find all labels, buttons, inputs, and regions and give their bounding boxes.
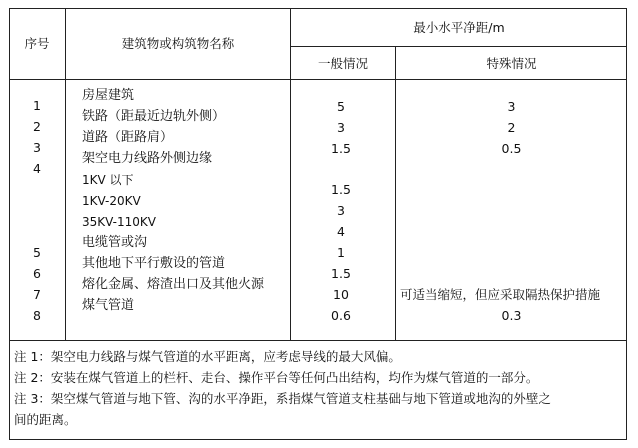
seq-cell: 7	[33, 287, 41, 302]
name-cell: 熔化金属、熔渣出口及其他火源	[82, 277, 265, 292]
col-divider-general	[395, 46, 396, 341]
seq-cell: 1	[33, 98, 41, 113]
name-cell: 其他地下平行敷设的管道	[82, 256, 226, 271]
header-bottom-line	[9, 79, 627, 80]
notes-top-line	[9, 340, 627, 341]
general-cell: 5	[337, 99, 345, 114]
name-cell: 1KV-20KV	[82, 194, 141, 208]
general-cell: 1.5	[331, 141, 351, 156]
general-cell: 1.5	[331, 182, 351, 197]
special-cell: 2	[507, 120, 516, 135]
header-sub-divider	[290, 46, 627, 47]
seq-cell: 5	[33, 245, 41, 260]
general-cell: 3	[337, 203, 345, 218]
general-cell: 4	[337, 224, 345, 239]
seq-cell: 3	[33, 140, 41, 155]
name-cell: 35KV-110KV	[82, 215, 156, 229]
general-cell: 0.6	[331, 308, 351, 323]
header-min-distance: 最小水平净距/m	[413, 20, 505, 35]
note-line: 注 3：架空煤气管道与地下管、沟的水平净距，系指煤气管道支柱基础与地下管道或地沟的外壁之	[14, 391, 551, 406]
seq-cell: 4	[33, 161, 41, 176]
name-cell: 铁路（距最近边轨外侧）	[82, 109, 226, 124]
note-line: 间的距离。	[14, 412, 77, 427]
note-line: 注 1：架空电力线路与煤气管道的水平距离，应考虑导线的最大风偏。	[14, 349, 401, 364]
header-name: 建筑物或构筑物名称	[121, 36, 235, 51]
name-cell: 房屋建筑	[82, 88, 135, 103]
special-cell: 0.5	[501, 141, 522, 156]
special-cell: 3	[507, 99, 516, 114]
general-cell: 3	[337, 120, 345, 135]
name-cell: 煤气管道	[82, 298, 135, 313]
name-cell: 1KV 以下	[82, 173, 134, 187]
name-cell: 电缆管或沟	[82, 235, 148, 250]
name-cell: 架空电力线路外侧边缘	[82, 151, 213, 166]
general-cell: 10	[333, 287, 349, 302]
header-general: 一般情况	[317, 56, 368, 71]
name-cell: 道路（距路肩）	[82, 130, 174, 145]
seq-cell: 8	[33, 308, 41, 323]
general-cell: 1.5	[331, 266, 351, 281]
header-seq: 序号	[24, 36, 50, 51]
header-special: 特殊情况	[486, 56, 537, 71]
seq-cell: 6	[33, 266, 41, 281]
note-line: 注 2：安装在煤气管道上的栏杆、走台、操作平台等任何凸出结构，均作为煤气管道的一部分。	[14, 370, 539, 385]
col-divider-seq	[65, 8, 66, 341]
special-cell: 可适当缩短，但应采取隔热保护措施	[400, 287, 601, 302]
seq-cell: 2	[33, 119, 41, 134]
general-cell: 1	[337, 245, 345, 260]
special-cell: 0.3	[501, 308, 522, 323]
